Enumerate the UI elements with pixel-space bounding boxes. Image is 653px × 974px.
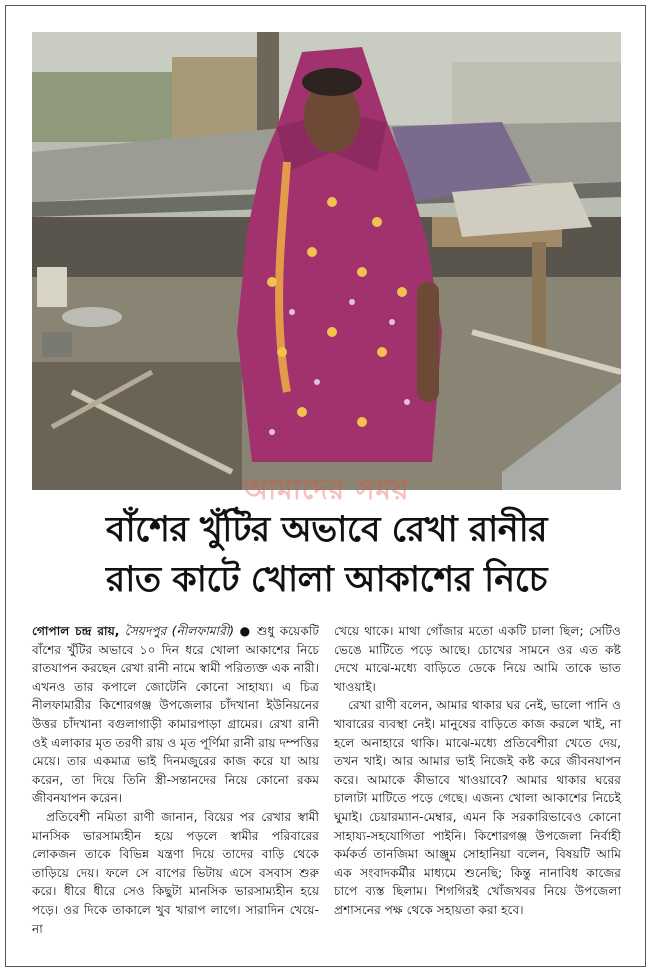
article-paragraph-3: খেয়ে থাকে। মাথা গোঁজার মতো একটি চালা ছিল; সেটিও ভেঙে মাটিতে পড়ে আছে। চোখের সামনে ওর এত কষ্ট দেখে মাঝে-মধ্যে বাড়িতে ডেকে নিয়ে আমি তাকে ভাত খাওয়াই। bbox=[334, 624, 621, 694]
watermark-logo: আমাদের সময় bbox=[243, 473, 410, 506]
byline-place: সৈয়দপুর (নীলফামারী) bbox=[124, 624, 235, 638]
article-column-left bbox=[32, 622, 319, 938]
news-photo bbox=[32, 32, 621, 490]
byline-author: গোপাল চন্দ্র রায়, bbox=[32, 624, 120, 638]
headline bbox=[20, 505, 633, 605]
article-paragraph bbox=[32, 622, 319, 808]
headline-line-1: বাঁশের খুঁটির অভাবে রেখা রানীর bbox=[106, 510, 547, 550]
byline-bullet-icon: ● bbox=[239, 624, 252, 638]
paragraph-1-text: শুধু কয়েকটি বাঁশের খুঁটির অভাবে ১০ দিন ধরে খোলা আকাশের নিচে রাতযাপন করছেন রেখা রানী নামে স্বামী পরিত্যক্ত এক নারী। এখনও তার কপালে জোটেনি কোনো সাহায্য। এ চিত্র নীলফামারীর কিশোরগঞ্জ উপজেলার চাঁদখানা ইউনিয়নের উত্তর চাঁদখানা বগুলাগাড়ী কামারপাড়া গ্রামের। রেখা রানী ওই এলাকার মৃত তরণী রায় ও মৃত পূর্ণিমা রানী রায় দম্পত্তির মেয়ে। তার একমাত্র ভাই দিনমজুরের কাজ করে যা আয় করেন, তা দিয়ে তিনি স্ত্রী-সন্তানদের নিয়ে কোনো রকম জীবনযাপন করেন। bbox=[32, 624, 319, 806]
article-column-right bbox=[334, 622, 621, 920]
article-body bbox=[32, 622, 621, 952]
article-paragraph-4: রেখা রাণী বলেন, আমার থাকার ঘর নেই, ভালো পানি ও খাবারের ব্যবস্থা নেই। মানুষের বাড়িতে কাজ করলে খাই, না হলে অনাহারে থাকি। মাঝে-মধ্যে প্রতিবেশীরা খেতে দেয়, তখন খাই। আর আমার ভাই নিজেই কষ্ট করে জীবনযাপন করে। আমাকে কীভাবে খাওয়াবে? আমার থাকার ঘরের চালাটা মাটিতে পড়ে গেছে। এজন্য খোলা আকাশের নিচেই ঘুমাই। চেয়ারম্যান-মেম্বার, এমন কি সরকারিভাবেও কোনো সাহায্য-সহযোগিতা পাইনি। কিশোরগঞ্জ উপজেলা নির্বাহী কর্মকর্ত তানজিমা আঞ্জুম সোহানিয়া বলেন, বিষয়টি আমি এক সংবাদকর্মীর মাধ্যমে শুনেছি; কিন্তু নানাবিধ কাজের চাপে ব্যস্ত ছিলাম। শিগগিরই খোঁজখবর নিয়ে উপজেলা প্রশাসনের পক্ষ থেকে সহায়তা করা হবে। bbox=[334, 698, 621, 917]
headline-line-2: রাত কাটে খোলা আকাশের নিচে bbox=[105, 560, 548, 600]
article-paragraph-2: প্রতিবেশী নমিতা রাণী জানান, বিয়ের পর রেখার স্বামী মানসিক ভারসাম্যহীন হয়ে পড়লে স্বামীর পরিবারের লোকজন তাকে বিভিন্ন যন্ত্রণা দিয়ে তাদের বাড়ি থেকে তাড়িয়ে দেয়। ফলে সে বাপের ভিটায় এসে বসবাস শুরু করে। ধীরে ধীরে সেও কিছুটা মানসিক ভারসাম্যহীন হয়ে পড়ে। ওর দিকে তাকালে খুব খারাপ লাগে। সারাদিন খেয়ে-না bbox=[32, 809, 319, 936]
